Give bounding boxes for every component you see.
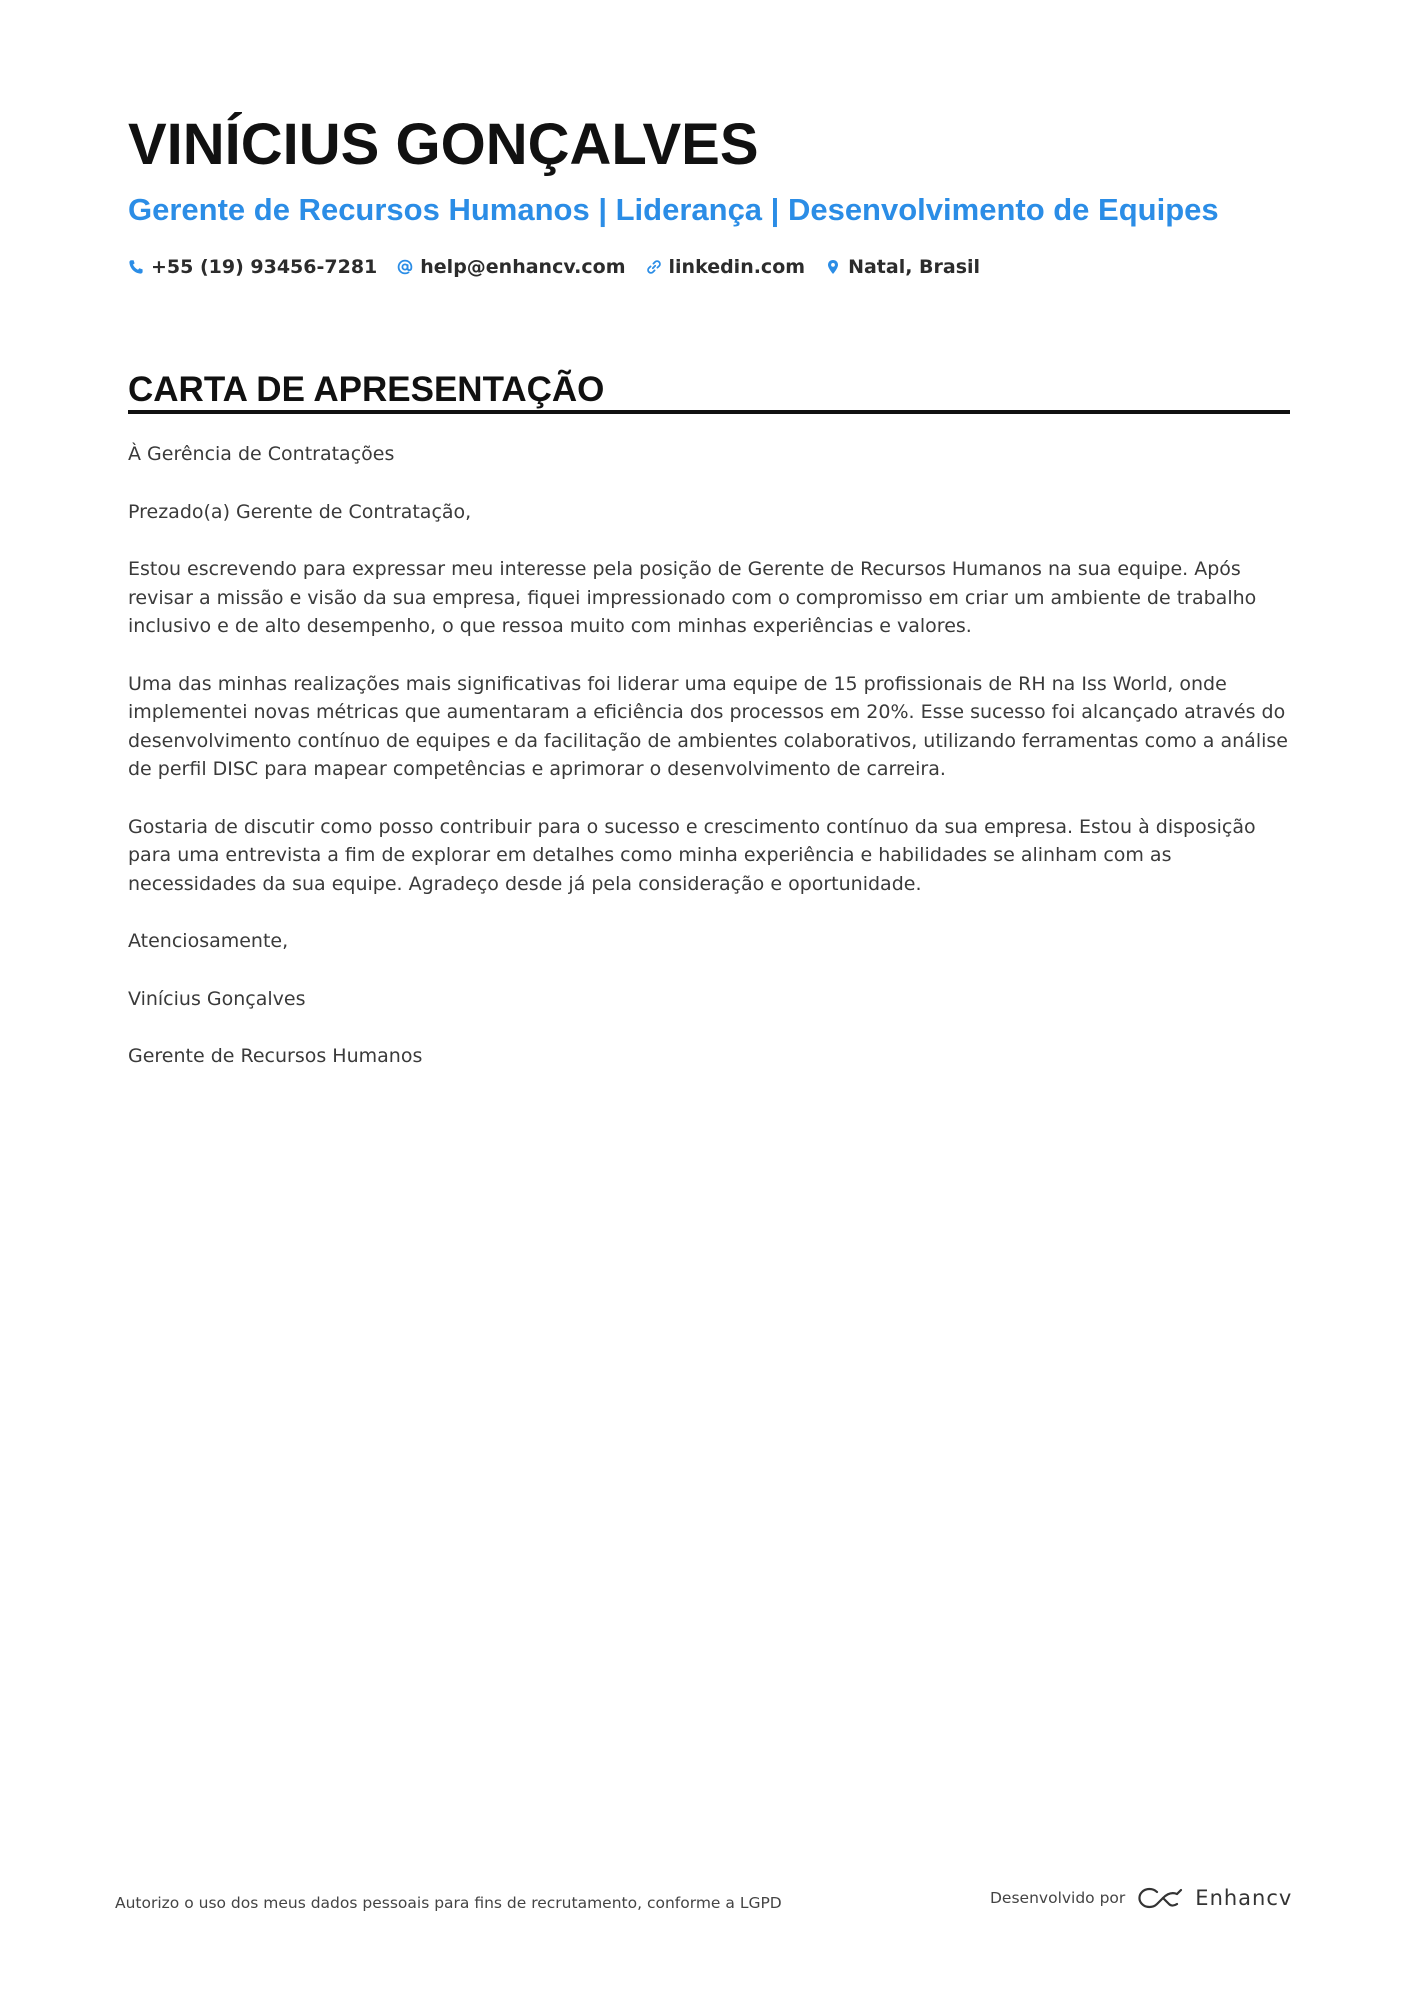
at-icon bbox=[397, 259, 413, 275]
letter-body bbox=[128, 440, 1290, 1100]
letter-closing: Atenciosamente, bbox=[128, 930, 289, 952]
contact-email[interactable] bbox=[397, 254, 625, 280]
link-icon bbox=[646, 259, 662, 275]
section-divider bbox=[128, 410, 1290, 414]
signature-title: Gerente de Recursos Humanos bbox=[128, 1045, 423, 1067]
contact-phone bbox=[128, 254, 377, 280]
powered-by-label: Desenvolvido por bbox=[990, 1889, 1126, 1907]
letter-salutation: Prezado(a) Gerente de Contratação, bbox=[128, 500, 472, 523]
contact-bar bbox=[128, 254, 980, 280]
powered-by[interactable] bbox=[990, 1886, 1292, 1910]
contact-linkedin-text[interactable]: linkedin.com bbox=[668, 256, 806, 278]
letter-paragraph: Uma das minhas realizações mais significativas foi liderar uma equipe de 15 profissionais de RH na Iss World, onde implementei novas métricas que aumentaram a eficiência dos processos em 20%. Esse sucesso foi alcançado através do desenvolvimento contínuo de equipes e da facilitação de ambientes colaborativos, utilizando ferramentas como a análise de perfil DISC para mapear competências e aprimorar o desenvolvimento de carreira. bbox=[128, 672, 1288, 780]
phone-icon bbox=[128, 259, 144, 275]
letter-paragraph: Estou escrevendo para expressar meu interesse pela posição de Gerente de Recursos Humanos na sua equipe. Após revisar a missão e visão da sua empresa, fiquei impressionado com o compromisso em criar um ambiente de trabalho inclusivo e de alto desempenho, o que ressoa muito com minhas experiências e valores. bbox=[128, 558, 1257, 637]
contact-linkedin[interactable] bbox=[646, 254, 806, 280]
letter-recipient: À Gerência de Contratações bbox=[128, 443, 395, 465]
candidate-tagline: Gerente de Recursos Humanos | Liderança | Desenvolvimento de Equipes bbox=[128, 192, 1219, 227]
consent-note: Autorizo o uso dos meus dados pessoais para fins de recrutamento, conforme a LGPD bbox=[115, 1894, 782, 1912]
letter-paragraph: Gostaria de discutir como posso contribuir para o sucesso e crescimento contínuo da sua empresa. Estou à disposição para uma entrevista a fim de explorar em detalhes como minha experiência e habilidades se alinham com as necessidades da sua equipe. Agradeço desde já pela consideração e oportunidade. bbox=[128, 815, 1256, 895]
enhancv-brand: Enhancv bbox=[1195, 1886, 1293, 1910]
enhancv-logo-icon bbox=[1137, 1886, 1183, 1910]
location-pin-icon bbox=[825, 259, 841, 275]
candidate-name: VINÍCIUS GONÇALVES bbox=[128, 112, 759, 177]
contact-phone-text: +55 (19) 93456-7281 bbox=[151, 256, 378, 278]
contact-location-text: Natal, Brasil bbox=[848, 256, 981, 278]
contact-location bbox=[825, 254, 980, 280]
contact-email-text[interactable]: help@enhancv.com bbox=[420, 256, 626, 278]
signature-name: Vinícius Gonçalves bbox=[128, 987, 306, 1010]
section-title: CARTA DE APRESENTAÇÃO bbox=[128, 370, 605, 409]
